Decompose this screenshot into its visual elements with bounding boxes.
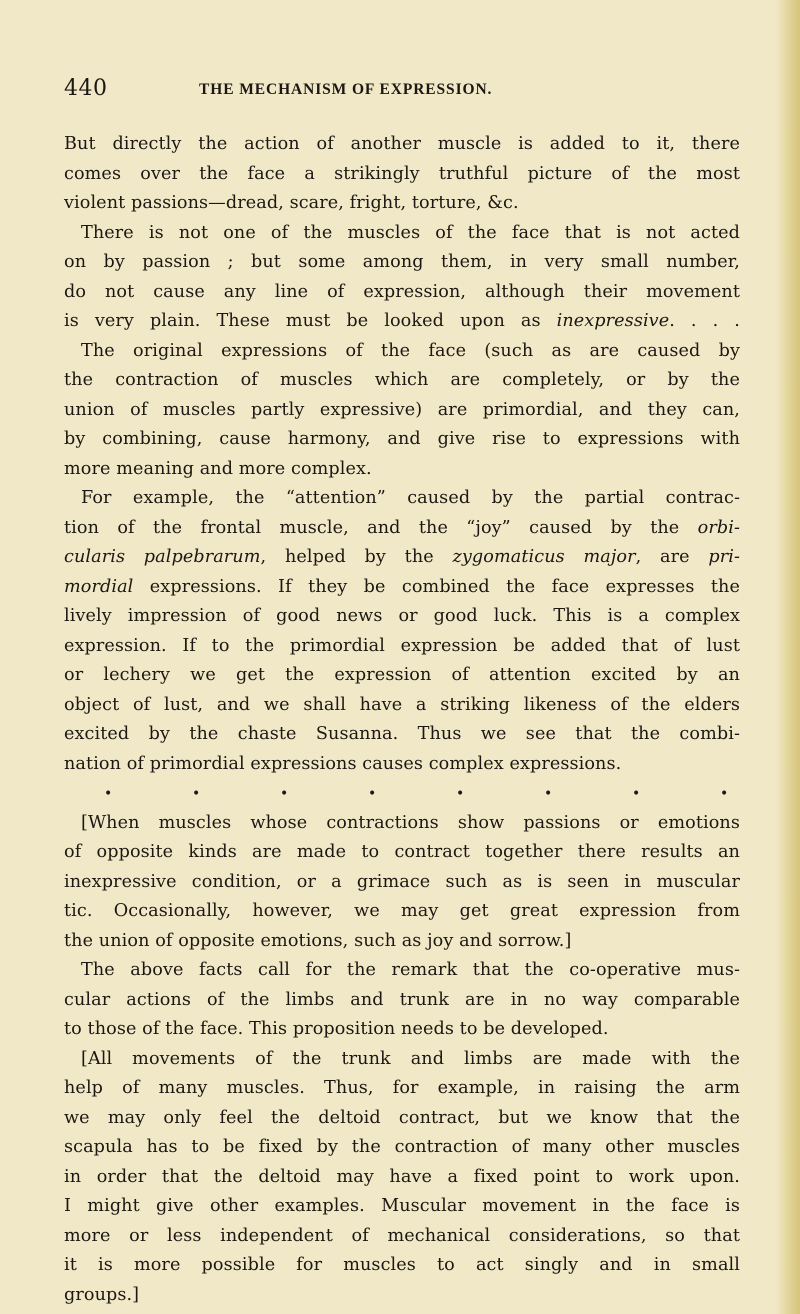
running-head: THE MECHANISM OF EXPRESSION. bbox=[199, 81, 493, 98]
text-line: or lechery we get the expression of attention excited by an bbox=[64, 665, 740, 685]
text-line: expression. If to the primordial expression be added that of lust bbox=[64, 635, 740, 656]
text-line: in order that the deltoid may have a fixed point to work upon. bbox=[64, 1166, 740, 1187]
text-line: cular actions of the limbs and trunk are in no way comparable bbox=[64, 989, 740, 1010]
ellipsis-dot: • bbox=[192, 785, 201, 802]
page-edge-shadow bbox=[776, 0, 800, 1314]
ellipsis-dot: • bbox=[280, 785, 289, 802]
text-line: object of lust, and we shall have a striking likeness of the elders bbox=[64, 694, 740, 715]
page-number: 440 bbox=[64, 76, 108, 101]
ellipsis-dot: • bbox=[104, 785, 113, 802]
text-line: [When muscles whose contractions show passions or emotions bbox=[81, 812, 740, 833]
text-line: comes over the face a strikingly truthful picture of the most bbox=[64, 163, 740, 184]
text-line: do not cause any line of expression, although their movement bbox=[64, 281, 740, 302]
text-line: scapula has to be fixed by the contraction of many other muscles bbox=[64, 1137, 740, 1157]
text-line: the union of opposite emotions, such as joy and sorrow.] bbox=[64, 930, 572, 951]
text-line: the contraction of muscles which are completely, or by the bbox=[64, 370, 740, 390]
ellipsis-dot: • bbox=[544, 785, 553, 802]
text-line: is very plain. These must be looked upon as inexpressive. . . . bbox=[64, 311, 740, 331]
text-line: For example, the “attention” caused by the partial contrac- bbox=[81, 488, 740, 508]
text-line: But directly the action of another muscle is added to it, there bbox=[64, 134, 740, 154]
text-line: union of muscles partly expressive) are primordial, and they can, bbox=[64, 399, 740, 420]
text-line: The above facts call for the remark that the co-operative mus- bbox=[81, 960, 740, 980]
text-line: inexpressive condition, or a grimace such as is seen in muscular bbox=[64, 871, 740, 892]
text-line: of opposite kinds are made to contract together there results an bbox=[64, 842, 740, 862]
text-line: I might give other examples. Muscular movement in the face is bbox=[64, 1196, 740, 1216]
text-line: more or less independent of mechanical considerations, so that bbox=[64, 1225, 740, 1246]
ellipsis-dot: • bbox=[720, 785, 729, 802]
text-line: by combining, cause harmony, and give rise to expressions with bbox=[64, 429, 740, 449]
text-line: lively impression of good news or good luck. This is a complex bbox=[64, 606, 740, 626]
text-line: we may only feel the deltoid contract, but we know that the bbox=[64, 1107, 740, 1128]
body-text bbox=[64, 130, 740, 1310]
text-line: The original expressions of the face (such as are caused by bbox=[81, 340, 740, 361]
ellipsis-dot: • bbox=[368, 785, 377, 802]
text-line: There is not one of the muscles of the face that is not acted bbox=[81, 222, 740, 243]
text-line: nation of primordial expressions causes complex expressions. bbox=[64, 753, 622, 774]
text-line: mordial expressions. If they be combined the face expresses the bbox=[64, 576, 740, 597]
ellipsis-row bbox=[64, 779, 740, 809]
text-line: to those of the face. This proposition needs to be developed. bbox=[64, 1019, 609, 1039]
text-line: tic. Occasionally, however, we may get great expression from bbox=[64, 901, 740, 921]
ellipsis-dot: • bbox=[456, 785, 465, 802]
text-line: [All movements of the trunk and limbs are made with the bbox=[81, 1048, 740, 1069]
text-line: more meaning and more complex. bbox=[64, 458, 372, 479]
text-line: help of many muscles. Thus, for example, in raising the arm bbox=[64, 1078, 740, 1098]
text-line: violent passions—dread, scare, fright, torture, &c. bbox=[64, 193, 519, 213]
text-line: excited by the chaste Susanna. Thus we see that the combi- bbox=[64, 724, 740, 744]
text-line: it is more possible for muscles to act singly and in small bbox=[64, 1255, 740, 1275]
text-line: cularis palpebrarum, helped by the zygomaticus major, are pri- bbox=[64, 547, 740, 567]
text-line: on by passion ; but some among them, in very small number, bbox=[64, 252, 740, 272]
page-header bbox=[64, 76, 744, 106]
text-line: groups.] bbox=[64, 1284, 140, 1305]
text-line: tion of the frontal muscle, and the “joy” caused by the orbi- bbox=[64, 517, 740, 538]
ellipsis-dot: • bbox=[632, 785, 641, 802]
